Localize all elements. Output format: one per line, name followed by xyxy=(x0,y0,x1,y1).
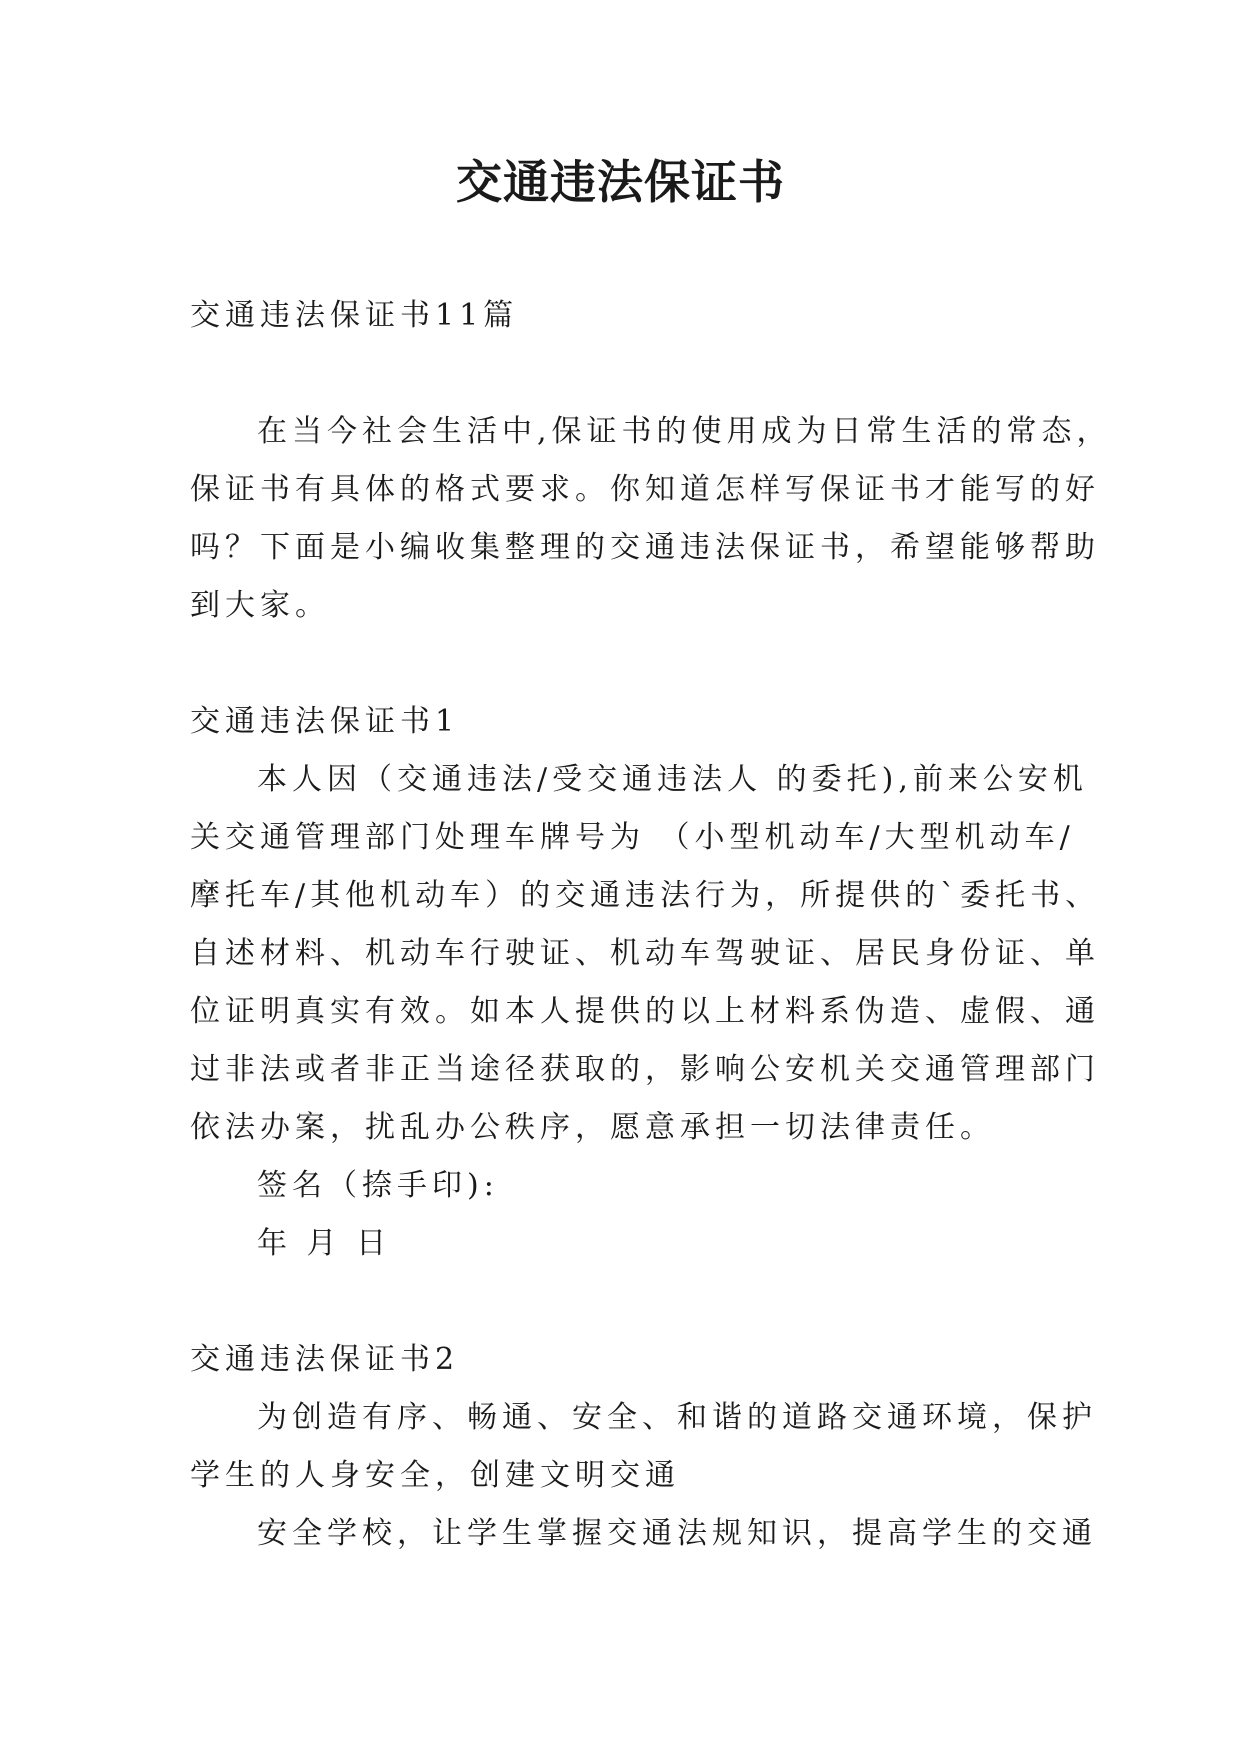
document-title: 交通违法保证书 xyxy=(456,155,785,209)
document-subtitle: 交通违法保证书11篇 xyxy=(190,298,519,333)
section-body-line: 为创造有序、畅通、安全、和谐的道路交通环境，保护 xyxy=(257,1400,1097,1435)
section-body-line: 学生的人身安全，创建文明交通 xyxy=(190,1458,680,1493)
section-body-line: 本人因（交通违法/受交通违法人 的委托),前来公安机 xyxy=(257,762,1088,797)
section-heading: 交通违法保证书1 xyxy=(190,704,460,739)
intro-line: 在当今社会生活中,保证书的使用成为日常生活的常态， xyxy=(257,414,1112,449)
section-body-line: 依法办案，扰乱办公秩序，愿意承担一切法律责任。 xyxy=(190,1110,995,1145)
section-body-line: 摩托车/其他机动车）的交通违法行为，所提供的`委托书、 xyxy=(190,878,1101,913)
intro-line: 保证书有具体的格式要求。你知道怎样写保证书才能写的好 xyxy=(190,472,1100,507)
section-heading: 交通违法保证书2 xyxy=(190,1342,460,1377)
intro-line: 到大家。 xyxy=(190,588,330,623)
section-body-line: 安全学校，让学生掌握交通法规知识，提高学生的交通 xyxy=(257,1516,1097,1551)
section-body-line: 自述材料、机动车行驶证、机动车驾驶证、居民身份证、单 xyxy=(190,936,1100,971)
signature-line: 签名（捺手印): xyxy=(257,1168,499,1203)
section-body-line: 过非法或者非正当途径获取的，影响公安机关交通管理部门 xyxy=(190,1052,1100,1087)
intro-line: 吗？下面是小编收集整理的交通违法保证书，希望能够帮助 xyxy=(190,530,1100,565)
date-line: 年 月 日 xyxy=(257,1226,392,1261)
section-body-line: 位证明真实有效。如本人提供的以上材料系伪造、虚假、通 xyxy=(190,994,1100,1029)
section-body-line: 关交通管理部门处理车牌号为 （小型机动车/大型机动车/ xyxy=(190,820,1075,855)
